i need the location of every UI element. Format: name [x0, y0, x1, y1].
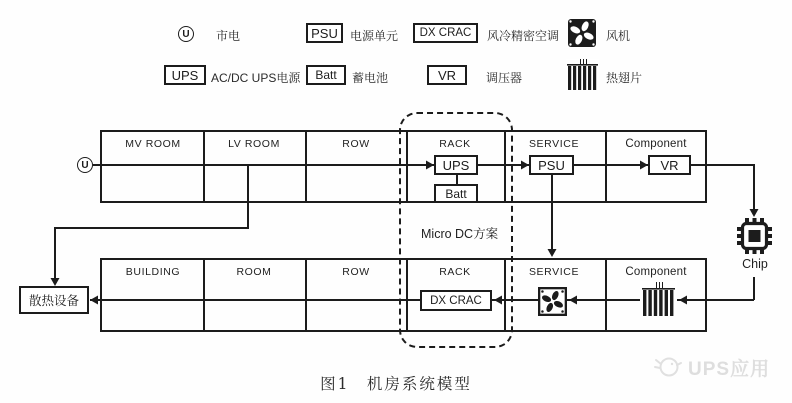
vr-to-chip-line	[707, 165, 754, 210]
legend-heatsink-label: 热翅片	[606, 71, 643, 85]
legend-vr-text: VR	[437, 67, 457, 83]
legend-utility-label: 市电	[216, 29, 241, 43]
power-col-component: Component	[625, 138, 687, 150]
cooling-col-component: Component	[625, 266, 687, 278]
legend-dxcrac-label: 风冷精密空调	[487, 29, 560, 43]
ups-text: UPS	[442, 157, 470, 173]
heatsink-icon	[640, 281, 677, 316]
watermark	[652, 352, 770, 382]
dxcrac-text: DX CRAC	[430, 294, 482, 307]
legend-ups-text: UPS	[171, 67, 199, 83]
watermark-text: UPS应用	[688, 358, 771, 380]
power-col-service: SERVICE	[528, 138, 580, 150]
psu-text: PSU	[538, 157, 565, 173]
watermark-logo-icon	[652, 352, 684, 382]
legend-vr-label: 调压器	[486, 71, 523, 85]
vr-text: VR	[660, 157, 679, 173]
cooling-col-building: BUILDING	[125, 266, 181, 278]
legend-fan-label: 风机	[606, 29, 631, 43]
legend-vr-box	[427, 65, 467, 85]
cooling-col-rack: RACK	[439, 266, 471, 278]
power-table-separator	[203, 132, 205, 201]
power-table-separator	[605, 132, 607, 201]
heat-device-text: 散热设备	[28, 294, 79, 308]
power-col-mv-room: MV ROOM	[125, 138, 181, 150]
power-col-lv-room: LV ROOM	[228, 138, 280, 150]
legend-psu-text: PSU	[311, 25, 338, 41]
legend-psu-label: 电源单元	[350, 29, 399, 43]
cooling-table-separator	[605, 260, 607, 330]
arrow-psu-to-service	[548, 249, 557, 257]
legend-ups-label: AC/DC UPS电源	[211, 71, 301, 85]
cooling-table-separator	[305, 260, 307, 330]
legend-dxcrac-text: DX CRAC	[419, 27, 472, 39]
chip-label: Chip	[742, 257, 768, 271]
figure-caption: 图1 机房系统模型	[320, 375, 472, 393]
batt-text: Batt	[445, 186, 467, 201]
cooling-table-separator	[203, 260, 205, 330]
utility-symbol-text: U	[182, 28, 190, 40]
arrow-to-heatdevice-side	[90, 296, 98, 305]
legend-dxcrac-box	[413, 23, 478, 43]
cooling-col-room: ROOM	[236, 266, 272, 278]
legend-batt-text: Batt	[315, 68, 337, 82]
chip-icon	[736, 217, 773, 255]
cooling-col-row: ROW	[342, 266, 370, 278]
arrow-to-heatdevice-top	[51, 278, 60, 286]
arrow-to-chip	[750, 209, 759, 217]
power-table-separator	[305, 132, 307, 201]
psu-box	[529, 155, 574, 175]
legend-batt-box	[306, 65, 346, 85]
legend-psu-box	[306, 23, 343, 43]
legend-heatsink-icon	[566, 59, 599, 90]
legend-ups-box	[164, 65, 206, 85]
heat-device-box	[19, 286, 89, 314]
power-col-row: ROW	[342, 138, 370, 150]
vr-box	[648, 155, 691, 175]
utility-source-text: U	[81, 159, 89, 171]
fan-icon	[538, 287, 567, 316]
legend-batt-label: 蓄电池	[352, 71, 389, 85]
legend-utility-symbol	[178, 26, 194, 42]
power-col-rack: RACK	[439, 138, 471, 150]
legend-fan-icon	[567, 18, 597, 48]
utility-source-symbol	[77, 157, 93, 173]
micro-dc-label: Micro DC方案	[421, 227, 499, 241]
cooling-col-service: SERVICE	[528, 266, 580, 278]
